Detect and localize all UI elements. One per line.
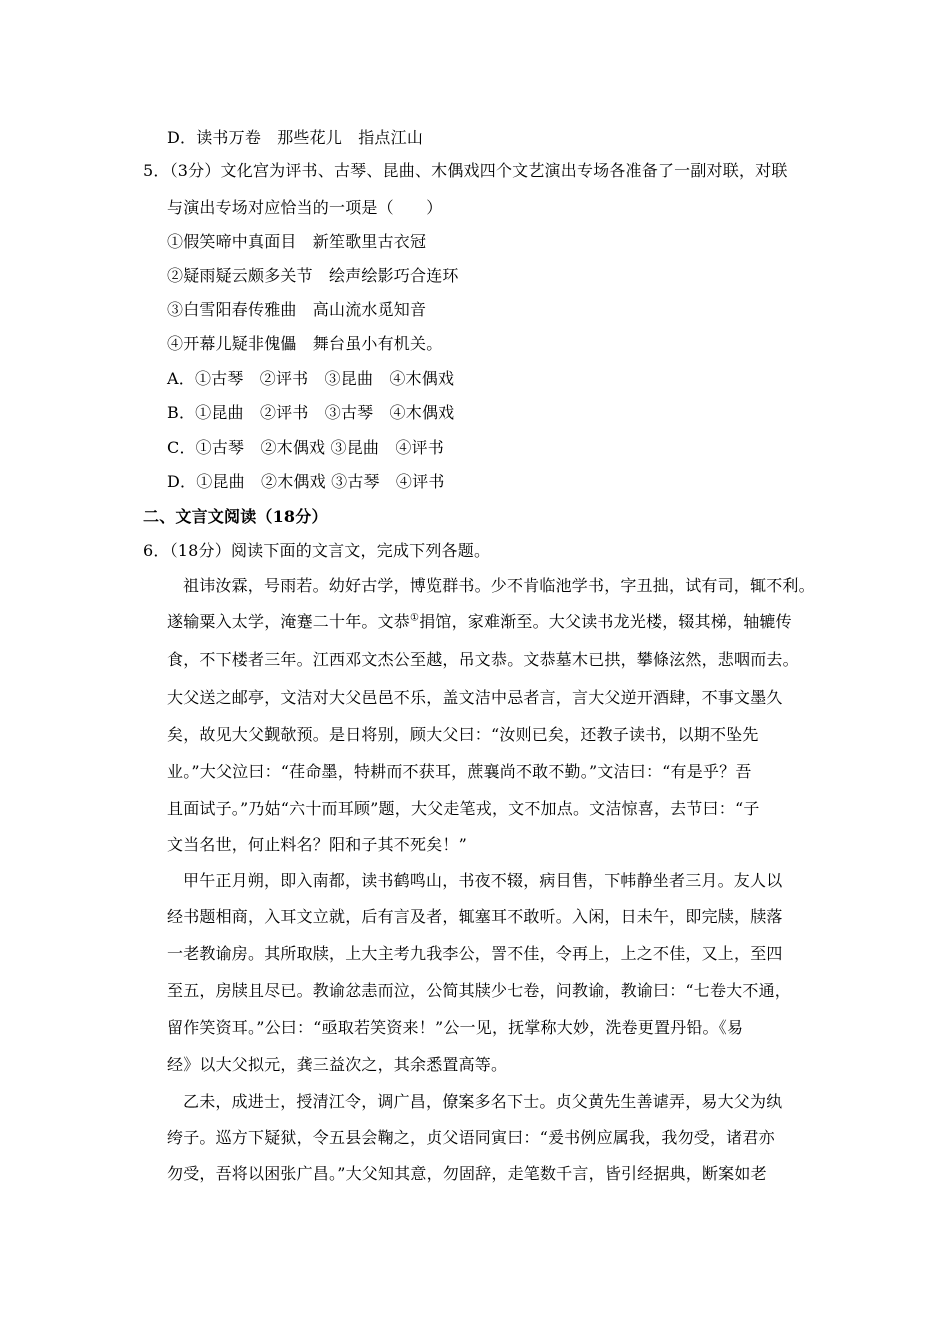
q4-option-d: D．读书万卷 那些花儿 指点江山 [167,128,424,147]
q5-stem-line-1: 5．（3分）文化宫为评书、古琴、昆曲、木偶戏四个文艺演出专场各准备了一副对联，对联 [143,161,788,180]
passage-line: 且面试子。”乃姑“六十而耳顾”题，大父走笔戎，文不加点。文洁惊喜，去节曰：“子 [167,799,760,818]
q5-couplet-3: ③白雪阳春传雅曲 高山流水觅知音 [167,300,427,319]
q5-option-c: C．①古琴 ②木偶戏 ③昆曲 ④评书 [167,438,444,457]
q5-option-d: D．①昆曲 ②木偶戏 ③古琴 ④评书 [167,472,445,491]
passage-text: 捐馆，家难渐至。大父读书龙光楼，辍其梯，轴辘传 [419,612,792,631]
passage-line: 至五，房牍且尽已。教谕忿恚而泣，公简其牍少七卷，问教谕，教谕曰：“七卷大不通， [167,981,791,1000]
q5-couplet-4: ④开幕儿疑非傀儡 舞台虽小有机关。 [167,334,443,353]
passage-line: 绔子。巡方下疑狱，令五县会鞠之，贞父语同寅曰：“爰书例应属我，我勿受，诸君亦 [167,1128,775,1147]
q5-stem-line-2: 与演出专场对应恰当的一项是（ ） [167,198,443,217]
passage-line: 业。”大父泣曰：“荏命墨，特耕而不获耳，蔗襄尚不敢不勤。”文洁曰：“有是乎？吾 [167,762,752,781]
passage-line: 一老教谕房。其所取牍，上大主考九我李公，詈不佳，令再上，上之不佳，又上，至四 [167,944,783,963]
footnote-marker: ① [410,612,420,624]
q5-couplet-1: ①假笑啼中真面目 新笙歌里古衣冠 [167,232,427,251]
passage-line: 矣，故见大父觐欹预。是日将别，顾大父曰：“汝则已矣，还教子读书，以期不坠先 [167,725,759,744]
passage-line: 勿受，吾将以困张广昌。”大父知其意，勿固辞，走笔数千言，皆引经据典，断案如老 [167,1164,767,1183]
passage-line: 经书题相商，入耳文立就，后有言及者，辄塞耳不敢听。入闲，日未午，即完牍，牍落 [167,907,783,926]
passage-line: 留作笑资耳。”公曰：“亟取若笑资来！”公一见，抚掌称大妙，洗卷更置丹铅。《易 [167,1018,744,1037]
q5-option-b: B．①昆曲 ②评书 ③古琴 ④木偶戏 [167,403,455,422]
passage-line: 乙未，成进士，授清江令，调广昌，僚案多名下士。贞父黄先生善谑弄，易大父为纨 [183,1092,783,1111]
q6-stem: 6．（18分）阅读下面的文言文，完成下列各题。 [143,541,491,560]
passage-line [167,612,792,632]
passage-line: 大父送之邮亭，文洁对大父邑邑不乐，盖文洁中忌者言，言大父逆开酒肆，不事文墨久 [167,688,783,707]
passage-line: 食，不下楼者三年。江西邓文杰公至越，吊文恭。文恭墓木已拱，攀條泫然，悲咽而去。 [167,650,799,669]
passage-line: 文当名世，何止料名？阳和子其不死矣！” [167,835,467,854]
section-2-title: 二、文言文阅读（18分） [143,507,328,526]
passage-line: 祖讳汝霖，号雨若。幼好古学，博览群书。少不肯临池学书，字丑拙，试有司，辄不利。 [183,576,815,595]
passage-line: 经》以大父拟元，龚三益次之，其余悉置高等。 [167,1055,508,1074]
q5-couplet-2: ②疑雨疑云颇多关节 绘声绘影巧合连环 [167,266,459,285]
passage-line: 甲午正月朔，即入南都，读书鹤鸣山，书夜不辍，病目售，下帏静坐者三月。友人以 [183,871,783,890]
q5-option-a: A．①古琴 ②评书 ③昆曲 ④木偶戏 [167,369,455,388]
passage-text: 遂输粟入太学，淹蹇二十年。文恭 [167,612,411,631]
